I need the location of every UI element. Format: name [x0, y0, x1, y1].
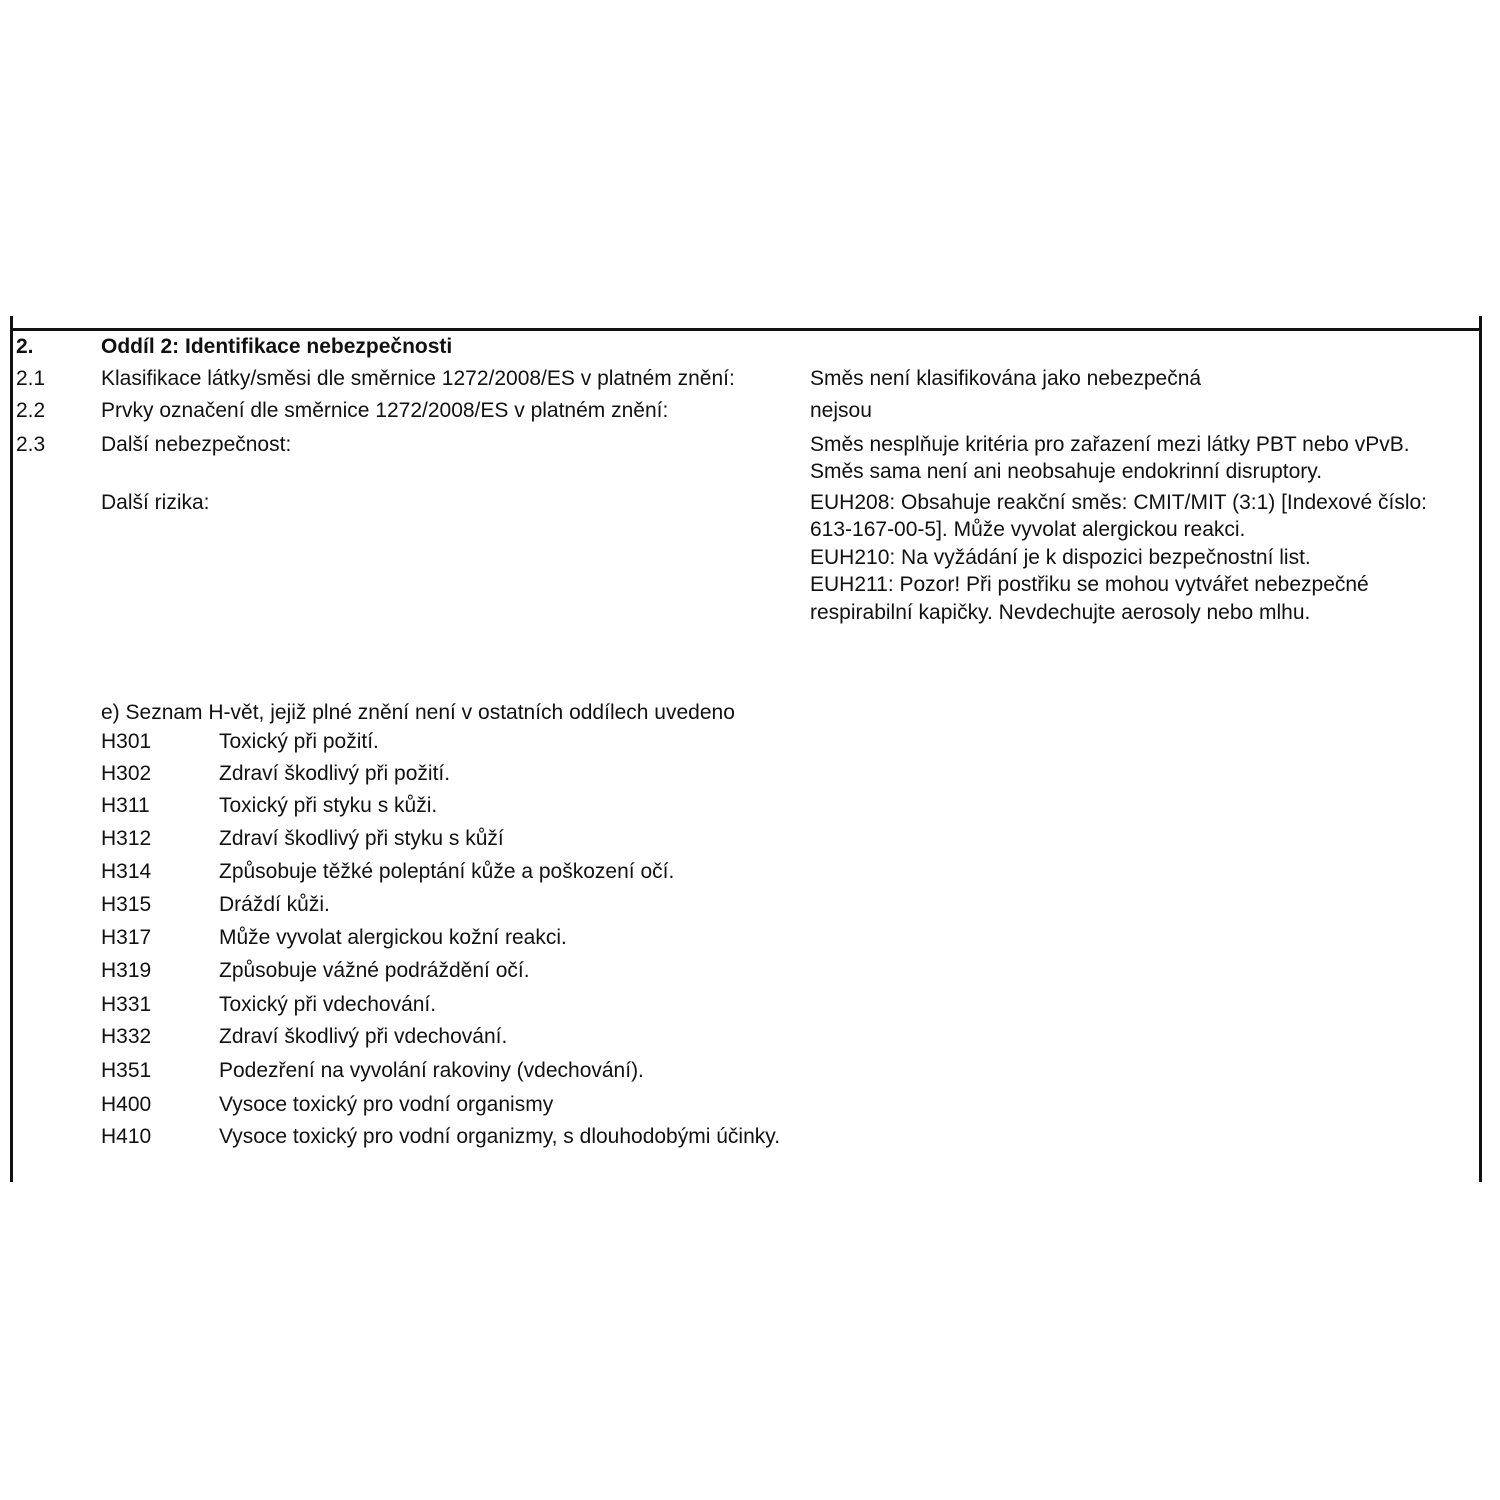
- row-value: EUH210: Na vyžádání je k dispozici bezpečnostní list.: [810, 546, 1311, 569]
- h-text: Toxický při styku s kůži.: [219, 794, 438, 817]
- h-text: Dráždí kůži.: [219, 893, 330, 916]
- row-value: Směs sama není ani neobsahuje endokrinní disruptory.: [810, 460, 1323, 483]
- row-label: Prvky označení dle směrnice 1272/2008/ES v platném znění:: [101, 399, 669, 422]
- h-code: H315: [101, 893, 152, 916]
- h-code: H314: [101, 860, 152, 883]
- h-code: H312: [101, 827, 152, 850]
- h-code: H311: [101, 794, 150, 817]
- row-number: 2.3: [16, 433, 46, 456]
- row-value: respirabilní kapičky. Nevdechujte aerosoly nebo mlhu.: [810, 601, 1311, 624]
- h-text: Způsobuje vážné podráždění očí.: [219, 959, 530, 982]
- h-text: Vysoce toxický pro vodní organismy: [219, 1093, 554, 1116]
- h-text: Zdraví škodlivý při požití.: [219, 762, 451, 785]
- h-statements-heading: e) Seznam H-vět, jejiž plné znění není v ostatních oddílech uvedeno: [101, 701, 735, 724]
- row-value: nejsou: [810, 399, 872, 422]
- row-number: 2.2: [16, 399, 46, 422]
- h-text: Zdraví škodlivý při styku s kůží: [219, 827, 504, 850]
- row-value: Směs nesplňuje kritéria pro zařazení mezi látky PBT nebo vPvB.: [810, 433, 1410, 456]
- h-text: Vysoce toxický pro vodní organizmy, s dlouhodobými účinky.: [219, 1125, 781, 1148]
- row-value: 613-167-00-5]. Může vyvolat alergickou reakci.: [810, 518, 1246, 541]
- h-code: H410: [101, 1125, 152, 1148]
- h-code: H331: [101, 993, 152, 1016]
- h-code: H302: [101, 762, 152, 785]
- h-code: H351: [101, 1059, 152, 1082]
- h-code: H317: [101, 926, 152, 949]
- h-text: Toxický při vdechování.: [219, 993, 437, 1016]
- row-value: EUH211: Pozor! Při postřiku se mohou vytvářet nebezpečné: [810, 573, 1369, 596]
- section-title: Oddíl 2: Identifikace nebezpečnosti: [101, 335, 453, 358]
- h-code: H301: [101, 730, 152, 753]
- row-value: EUH208: Obsahuje reakční směs: CMIT/MIT (3:1) [Indexové číslo:: [810, 491, 1428, 514]
- h-code: H319: [101, 959, 152, 982]
- h-text: Toxický při požití.: [219, 730, 379, 753]
- h-code: H332: [101, 1025, 152, 1048]
- row-value: Směs není klasifikována jako nebezpečná: [810, 367, 1202, 390]
- h-text: Způsobuje těžké poleptání kůže a poškození očí.: [219, 860, 675, 883]
- h-text: Podezření na vyvolání rakoviny (vdechování).: [219, 1059, 644, 1082]
- row-label: Další nebezpečnost:: [101, 433, 292, 456]
- h-code: H400: [101, 1093, 152, 1116]
- section-number: 2.: [16, 335, 34, 358]
- h-text: Může vyvolat alergickou kožní reakci.: [219, 926, 567, 949]
- section-top-rule: [10, 328, 1482, 331]
- h-text: Zdraví škodlivý při vdechování.: [219, 1025, 508, 1048]
- row-label: Klasifikace látky/směsi dle směrnice 1272/2008/ES v platném znění:: [101, 367, 735, 390]
- row-number: 2.1: [16, 367, 46, 390]
- row-label: Další rizika:: [101, 491, 210, 514]
